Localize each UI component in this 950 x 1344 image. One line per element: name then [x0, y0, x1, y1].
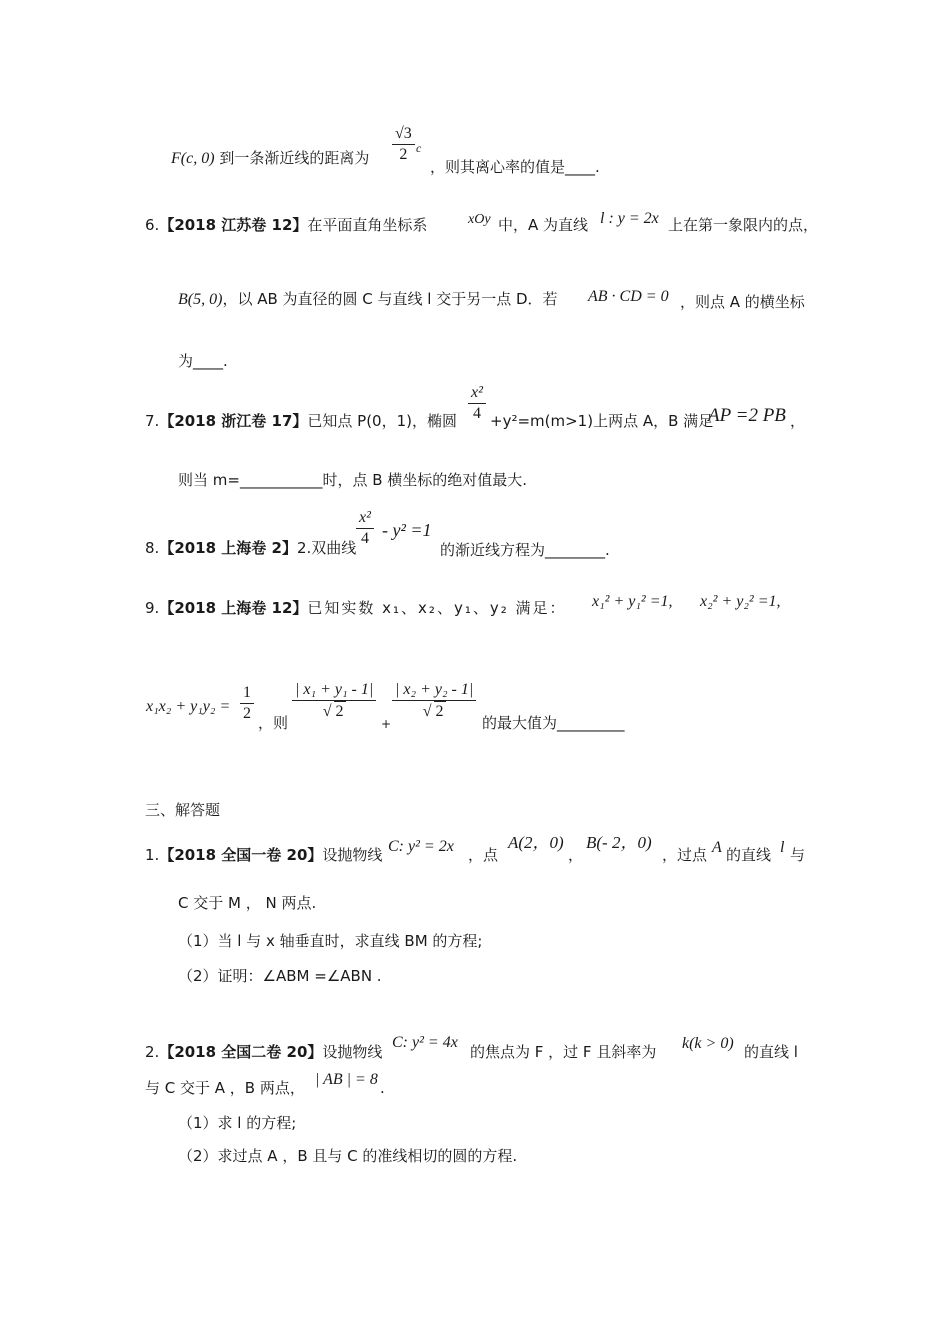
- a2-slope: k(k > 0): [682, 1035, 734, 1052]
- q5-c: c: [416, 141, 422, 155]
- a1-text-1: 设抛物线: [322, 846, 383, 864]
- q6-line-2: [178, 289, 558, 310]
- q8-equation-rest: - y² =1: [382, 520, 432, 540]
- section-heading: 三、解答题: [145, 801, 221, 819]
- a1-text-4: 的直线: [726, 846, 772, 864]
- a1-point-b: B(- 2，0): [586, 833, 652, 852]
- q5-line: [171, 148, 369, 169]
- q8-text-2: 的渐近线方程为________.: [440, 541, 610, 559]
- a1-line-l: l: [780, 839, 785, 856]
- a2-line-1: [145, 1042, 382, 1062]
- a1-text-2: ，点: [468, 846, 499, 864]
- q7-text-1: 已知点 P(0，1)，椭圆: [307, 412, 457, 430]
- q9-tag: 【2018 上海卷 12】: [159, 599, 308, 617]
- a2-parabola-eq: C: y² = 4x: [392, 1034, 458, 1051]
- a1-part-1: （1）当 l 与 x 轴垂直时，求直线 BM 的方程;: [178, 932, 483, 950]
- q6-text-5: ，则点 A 的横坐标: [680, 293, 805, 311]
- q9-frac1-num: | x₁ + y₁ - 1|: [292, 680, 376, 701]
- q6-text-3: 上在第一象限内的点，: [668, 216, 819, 234]
- a1-tag: 【2018 全国一卷 20】: [159, 846, 323, 864]
- q9-frac2-den: 2: [435, 703, 444, 720]
- a2-part-1: （1）求 l 的方程;: [178, 1114, 297, 1132]
- q9-half: [238, 683, 256, 724]
- a1-number: 1.: [145, 846, 160, 864]
- q9-frac-2: $\frac{\text{| x₂ + y₂ - 1|}}{√ 2}$: [390, 680, 478, 722]
- a2-number: 2.: [145, 1043, 160, 1061]
- q6-number: 6.: [145, 216, 160, 234]
- q7-fraction: [466, 383, 488, 424]
- q6-text-4: ，以 AB 为直径的圆 C 与直线 l 交于另一点 D．若: [222, 290, 558, 308]
- a2-line-2: 与 C 交于 A ，B 两点，: [145, 1079, 305, 1097]
- q9-half-den: 2: [243, 705, 251, 722]
- a1-sep: ，: [568, 846, 584, 864]
- q6-xoy: xOy: [468, 212, 491, 227]
- q7-text-4: 则当 m=___________时，点 B 横坐标的绝对值最大.: [178, 471, 528, 489]
- a2-dot: .: [380, 1079, 385, 1097]
- q6-tag: 【2018 江苏卷 12】: [159, 216, 308, 234]
- q8-frac-num: x²: [356, 508, 374, 529]
- q8-fraction: [354, 508, 376, 549]
- q7-line-1: [145, 411, 457, 431]
- q9-line-1: [145, 598, 567, 618]
- q9-text-1: 已知实数 x₁、x₂、y₁、y₂ 满足：: [307, 599, 567, 617]
- q7-text-3: ，: [790, 412, 806, 430]
- a2-ab-length: | AB | = 8: [315, 1071, 378, 1088]
- q9-text-3: 的最大值为_________: [482, 714, 625, 732]
- q7-frac-num: x²: [468, 383, 486, 404]
- q5-text-2: ，则其离心率的值是____.: [430, 158, 600, 176]
- q6-dot-product: AB · CD = 0: [588, 288, 669, 305]
- q9-text-2: ，则: [258, 714, 289, 732]
- a1-text-3: ，过点: [662, 846, 708, 864]
- q7-number: 7.: [145, 412, 160, 430]
- a1-point-a: A(2，0): [508, 833, 564, 852]
- a2-part-2: （2）求过点 A ，B 且与 C 的准线相切的圆的方程.: [178, 1147, 518, 1165]
- q9-frac2-num: | x₂ + y₂ - 1|: [392, 680, 476, 701]
- q6-line-eq: l : y = 2x: [600, 210, 659, 227]
- q5-fraction: [390, 124, 417, 165]
- a1-part-2: （2）证明：∠ABM =∠ABN .: [178, 967, 382, 985]
- a1-line-1: [145, 845, 382, 865]
- q8-line: [145, 538, 356, 558]
- q8-tag: 【2018 上海卷 2】: [159, 539, 297, 557]
- q6-point-b: B(5, 0): [178, 291, 223, 308]
- a1-line-2: C 交于 M ， N 两点.: [178, 894, 317, 912]
- q5-point: F(c, 0): [171, 150, 215, 167]
- q8-text-1: 2.双曲线: [296, 539, 357, 557]
- q5-frac-num: √3: [392, 124, 415, 145]
- q9-eq-3: x₁x₂ + y₁y₂ =: [146, 698, 231, 715]
- a1-parabola-eq: C: y² = 2x: [388, 838, 454, 855]
- q9-number: 9.: [145, 599, 160, 617]
- q5-text-1: 到一条渐近线的距离为: [219, 149, 370, 167]
- a2-tag: 【2018 全国二卷 20】: [159, 1043, 323, 1061]
- q8-number: 8.: [145, 539, 160, 557]
- a2-text-2: 的焦点为 F ，过 F 且斜率为: [470, 1043, 657, 1061]
- q9-plus: +: [381, 717, 392, 731]
- q9-eq-2: x₂² + y₂² =1,: [700, 593, 781, 610]
- a2-text-3: 的直线 l: [744, 1043, 798, 1061]
- q9-half-num: 1: [240, 683, 254, 704]
- q9-frac-1: $\frac{\text{| x₁ + y₁ - 1|}}{√ 2}$: [290, 680, 378, 722]
- q8-frac-den: 4: [360, 530, 369, 547]
- q7-tag: 【2018 浙江卷 17】: [159, 412, 308, 430]
- q6-text-2: 中，A 为直线: [498, 216, 589, 234]
- q7-frac-den: 4: [472, 405, 481, 422]
- q6-line-1: [145, 215, 427, 235]
- q7-vector-eq: AP =2 PB: [708, 405, 786, 426]
- a2-text-1: 设抛物线: [322, 1043, 383, 1061]
- q9-frac1-den: 2: [335, 703, 344, 720]
- q6-text-1: 在平面直角坐标系: [307, 216, 428, 234]
- a1-text-5: 与: [790, 846, 806, 864]
- q9-eq-1: x₁² + y₁² =1,: [592, 593, 673, 610]
- a1-point-a-ref: A: [712, 839, 722, 856]
- q5-frac-den: 2: [399, 146, 408, 163]
- q7-text-2: +y²=m(m>1)上两点 A，B 满足: [490, 412, 714, 430]
- q6-text-6: 为____.: [178, 352, 228, 370]
